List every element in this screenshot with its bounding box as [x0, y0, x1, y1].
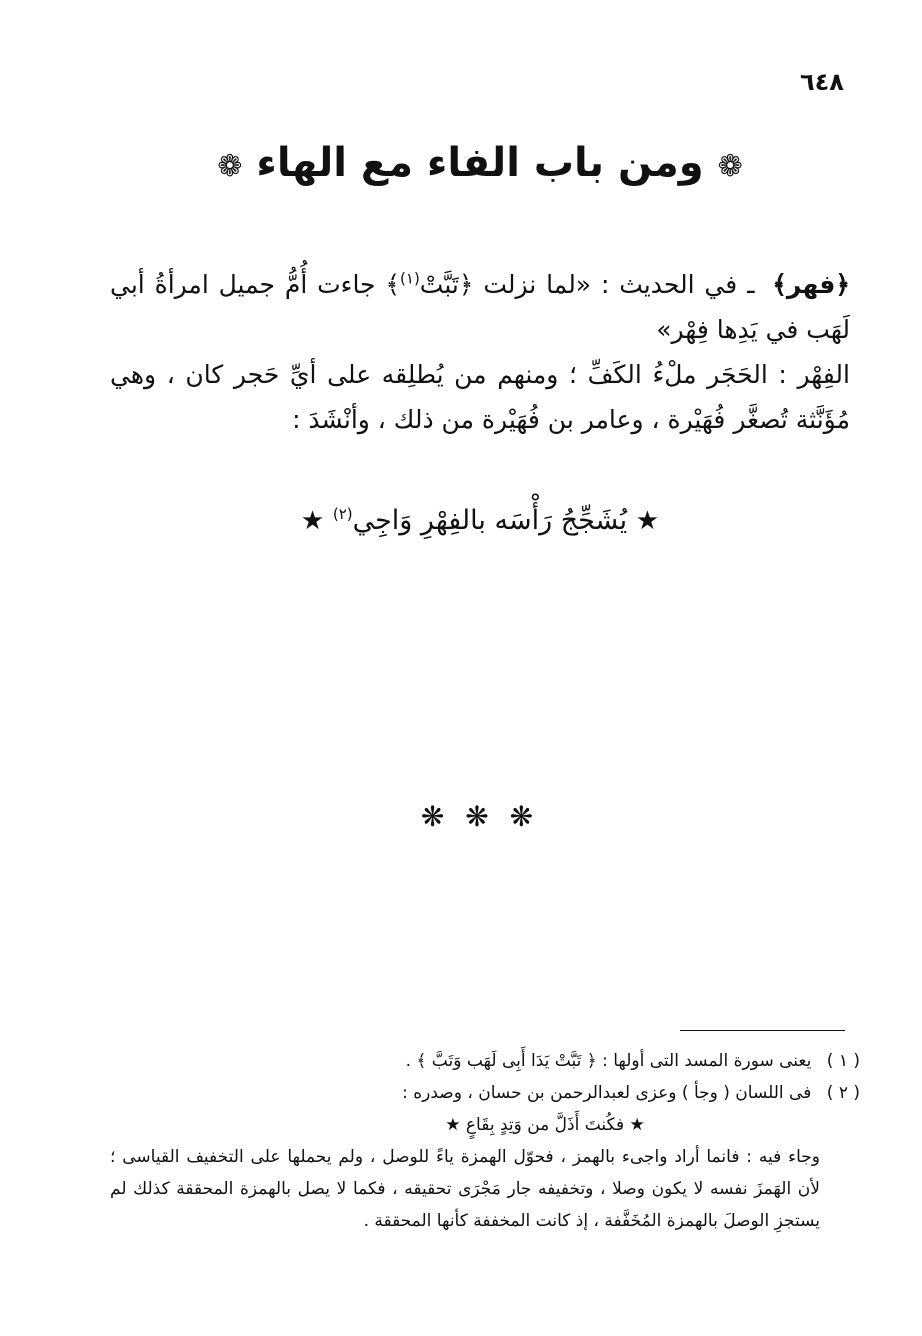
- entry-line-continued: ﴾ جاءت أُمُّ جميل امرأةُ أبي لَهَب في يَدِها فِهْر»: [110, 270, 850, 344]
- footnote-2-text: فى اللسان ( وجأ ) وعزى لعبدالرحمن بن حسان ، وصدره :: [402, 1083, 812, 1103]
- footnote-marker-2: (٢): [332, 505, 353, 523]
- title-ornament-left: ❁: [217, 149, 243, 184]
- section-separator: ❋ ❋ ❋: [420, 800, 540, 833]
- verse-text: يُشَجِّجُ رَأْسَه بالفِهْرِ وَاجِي: [352, 505, 628, 536]
- footnote-marker-1: (١): [400, 269, 420, 288]
- footnote-2-number: ( ٢ ): [826, 1083, 860, 1103]
- verse-star-left: ★: [300, 506, 325, 536]
- footnote-1-number: ( ١ ): [826, 1051, 860, 1071]
- chapter-title-text: ومن باب الفاء مع الهاء: [256, 140, 704, 186]
- page-number: ٦٤٨: [800, 68, 844, 96]
- verse-star-right: ★: [635, 506, 660, 536]
- chapter-title: [120, 140, 840, 186]
- dictionary-entry: [110, 262, 850, 442]
- footnote-2-continuation: وجاء فيه : فانما أراد واجىء بالهمز ، فحوّل الهمزة ياءً للوصل ، ولم يحملها على التخفيف القياسى ؛ لأن الهَمزَ نفسه لا يكون وصلا ، وتخفيفه جار مَجْرَى تحقيقه ، فكما لا يصل بالهمزة المحققة كذلك لم يستجزِ الوصلَ بالهمزة المُخَفَّفة ، إذ كانت المخففة كأنها المحققة .: [110, 1147, 820, 1231]
- footnote-2: [110, 1077, 860, 1109]
- footnotes: [110, 1045, 860, 1237]
- footnote-2-verse: ★ فكُنتَ أَذَلَّ من وَتِدٍ بِقَاعٍ ★: [445, 1115, 645, 1135]
- entry-definition: الفِهْر : الحَجَر ملْءُ الكَفِّ ؛ ومنهم من يُطلِقه على أيِّ حَجر كان ، وهي مُؤَنَّثة تُصغَّر فُهَيْرة ، وعامر بن فُهَيْرة من ذلك ، وأنْشَدَ :: [110, 360, 850, 434]
- footnote-1: [110, 1045, 860, 1077]
- footnote-divider: [680, 1030, 845, 1031]
- title-ornament-right: ❁: [717, 149, 743, 184]
- entry-line: ـ في الحديث : «لما نزلت ﴿تَبَّتْ: [419, 270, 755, 299]
- footnote-1-text: يعنى سورة المسد التى أولها : ﴿ تَبَّتْ يَدَا أَبِى لَهَب وَتَبَّ ﴾ .: [405, 1051, 812, 1071]
- entry-paragraph: [110, 262, 850, 352]
- verse-line: [110, 498, 850, 544]
- entry-headword: ﴿فهر﴾: [772, 270, 850, 299]
